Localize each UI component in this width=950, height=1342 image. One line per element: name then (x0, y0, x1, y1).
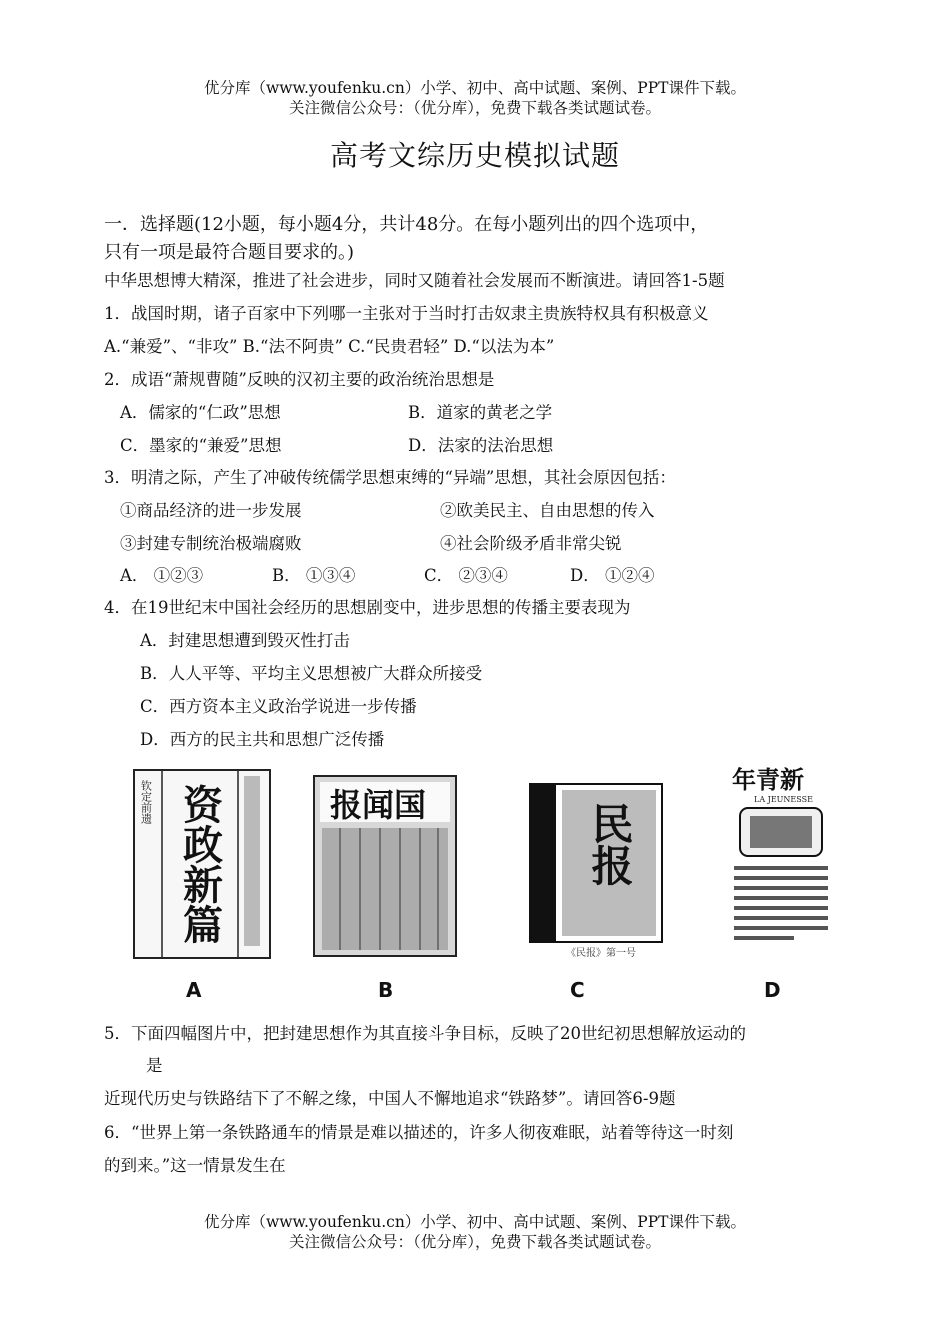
section-heading-line-2: 只有一项是最符合题目要求的。) (104, 242, 355, 263)
q4-option-c: C．西方资本主义政治学说进一步传播 (140, 697, 417, 716)
q3-item-2: ②欧美民主、自由思想的传入 (440, 501, 655, 520)
figure-b-guowen-bao (310, 762, 460, 962)
q3-item-4: ④社会阶级矛盾非常尖锐 (440, 534, 622, 553)
q5-stem-line-2: 是 (146, 1056, 163, 1075)
q4-stem: 4．在19世纪末中国社会经历的思想剧变中，进步思想的传播主要表现为 (104, 598, 631, 617)
header-line-2: 关注微信公众号：（优分库），免费下载各类试题试卷。 (288, 99, 661, 117)
figure-c-caption: 《民报》第一号 (566, 948, 636, 959)
q4-option-d: D．西方的民主共和思想广泛传播 (140, 730, 385, 749)
q6-stem-line-2: 的到来。”这一情景发生在 (104, 1156, 286, 1175)
section-heading-line-1: 一．选择题(12小题，每小题4分，共计48分。在每小题列出的四个选项中， (104, 214, 709, 235)
footer-line-1: 优分库（www.youfenku.cn）小学、初中、高中试题、案例、PPT课件下载。 (203, 1213, 747, 1231)
q3-option-c: C． ②③④ (424, 566, 508, 585)
intro-1-5: 中华思想博大精深，推进了社会进步，同时又随着社会发展而不断演进。请回答1-5题 (104, 271, 725, 290)
q2-stem: 2．成语“萧规曹随”反映的汉初主要的政治统治思想是 (104, 370, 495, 389)
figure-a-title: 资政新篇 (176, 784, 224, 944)
q1-options: A.“兼爱”、“非攻” B.“法不阿贵” C.“民贵君轻” D.“以法为本” (104, 337, 555, 356)
footer-line-2: 关注微信公众号：（优分库），免费下载各类试题试卷。 (288, 1233, 661, 1251)
figure-d-title: 年青新 (732, 765, 804, 794)
figure-c-label: C (570, 978, 585, 1002)
figure-b-title: 报闻国 (330, 786, 427, 824)
figure-d-label: D (764, 978, 781, 1002)
figure-a-label: A (186, 978, 202, 1002)
figure-d-xin-qingnian (714, 762, 848, 962)
q1-stem: 1．战国时期，诸子百家中下列哪一主张对于当时打击奴隶主贵族特权具有积极意义 (104, 304, 709, 323)
header-line-1: 优分库（www.youfenku.cn）小学、初中、高中试题、案例、PPT课件下载。 (203, 79, 747, 97)
figure-c-minbao (526, 762, 666, 962)
q4-option-b: B．人人平等、平均主义思想被广大群众所接受 (140, 664, 483, 683)
q3-item-3: ③封建专制统治极端腐败 (120, 534, 302, 553)
q3-option-d: D． ①②④ (570, 566, 655, 585)
q5-stem-line-1: 5．下面四幅图片中，把封建思想作为其直接斗争目标，反映了20世纪初思想解放运动的 (104, 1024, 746, 1043)
q3-item-1: ①商品经济的进一步发展 (120, 501, 302, 520)
figure-b-label: B (378, 978, 394, 1002)
figure-c-title: 民报 (585, 802, 635, 886)
q3-stem: 3．明清之际，产生了冲破传统儒学思想束缚的“异端”思想，其社会原因包括： (104, 468, 676, 487)
figure-a-zizheng-xinpian (132, 762, 272, 960)
page-title: 高考文综历史模拟试题 (329, 139, 620, 172)
q6-stem-line-1: 6．“世界上第一条铁路通车的情景是难以描述的，许多人彻夜难眠，站着等待这一时刻 (104, 1123, 734, 1142)
q2-option-c: C．墨家的“兼爱”思想 (120, 436, 282, 455)
figure-d-subtitle: LA JEUNESSE (754, 795, 813, 804)
intro-6-9: 近现代历史与铁路结下了不解之缘，中国人不懈地追求“铁路梦”。请回答6-9题 (104, 1089, 676, 1108)
q3-option-b: B． ①③④ (272, 566, 356, 585)
q2-option-d: D．法家的法治思想 (408, 436, 554, 455)
figure-a-side-text: 钦定前遗 (139, 780, 153, 824)
q3-option-a: A． ①②③ (120, 566, 204, 585)
q2-option-b: B．道家的黄老之学 (408, 403, 553, 422)
q2-option-a: A．儒家的“仁政”思想 (120, 403, 281, 422)
q4-option-a: A．封建思想遭到毁灭性打击 (140, 631, 350, 650)
